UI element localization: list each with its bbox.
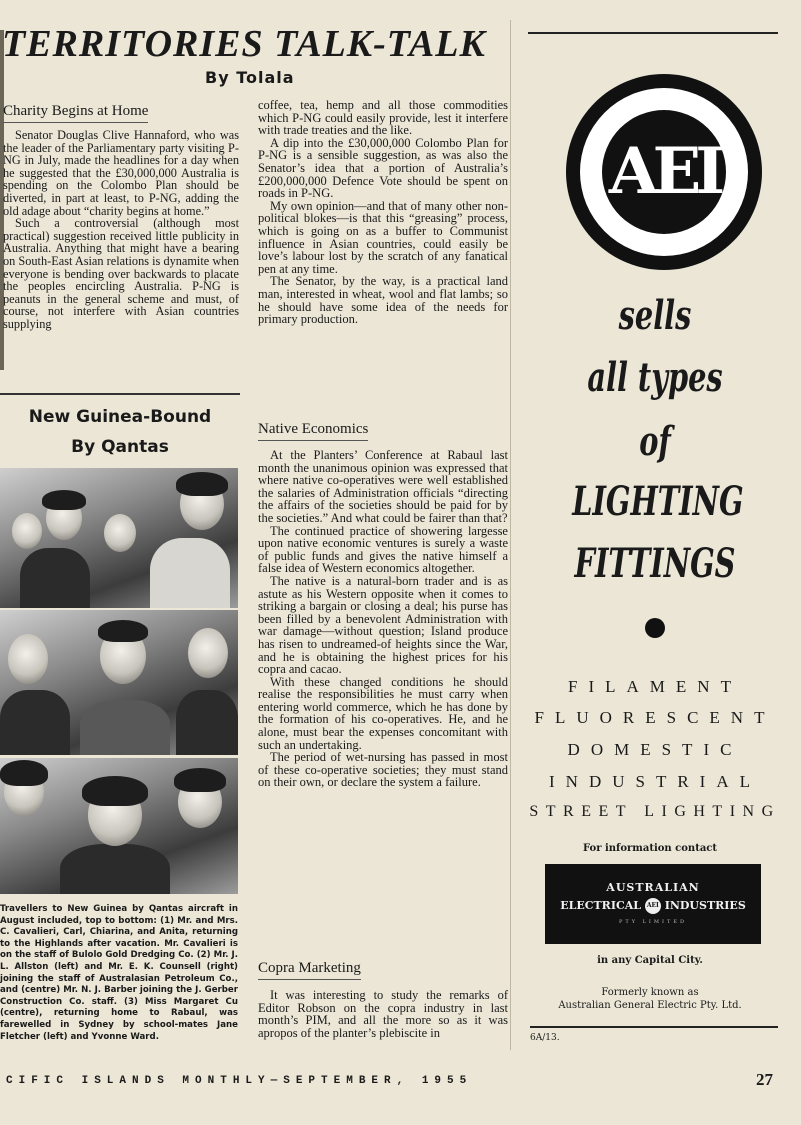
ad-line-sells: sells <box>618 292 692 339</box>
ad-list-fluorescent: FLUORESCENT <box>534 708 776 727</box>
native-paragraph-1: At the Planters’ Conference at Rabaul last month the unanimous opinion was expressed that where native co-operatives were well established the salaries of Administration officials “directing the affairs of the societies should be paid for by the societies.” And what could be fairer than that? <box>258 448 508 525</box>
native-paragraph-2: The continued practice of showering largesse upon native economic ventures is surely a waste of public funds and gives the native himself a false idea of Western economics altogether. <box>258 523 508 576</box>
title-rule <box>528 32 778 34</box>
ad-city: in any Capital City. <box>597 955 703 966</box>
section-rule <box>0 393 240 395</box>
charity-continued-2: A dip into the £30,000,000 Colombo Plan for P-NG is a sensible suggestion, as was also the Senator’s idea that a portion of Australia’s £200,000,000 Defence Vote should be spent on roads in P-NG. <box>258 135 508 201</box>
charity-paragraph-1: Senator Douglas Clive Hannaford, who was the leader of the Parliamentary party visiting P-NG in July, made the headlines for a day when he suggested that the £30,000,000 Australia is spending on the Colombo Plan should be diverted, in part at least, to P-NG, adding the old adage about “charity begins at home.” <box>3 128 239 218</box>
native-paragraph-3: The native is a natural-born trader and is as astute as his Western opposite when it comes to striking a bargain or closing a deal; his purse has been filled by a benevolent Administration with war damage—without question; Island produce has risen to undreamed-of heights since the War, and he is obtaining the highest prices for his copra and cacao. <box>258 573 508 677</box>
company-line-1: AUSTRALIAN <box>606 881 700 894</box>
page-number: 27 <box>756 1070 773 1089</box>
ad-line-of: of <box>639 418 671 465</box>
ad-formerly-2: Australian General Electric Pty. Ltd. <box>558 1000 742 1011</box>
ad-line-fittings: FITTINGS <box>574 540 736 587</box>
qantas-title-line2: By Qantas <box>71 437 169 457</box>
ad-list-industrial: INDUSTRIAL <box>549 772 761 791</box>
ad-line-all-types: all types <box>587 354 723 401</box>
ad-list-domestic: DOMESTIC <box>567 740 743 759</box>
aei-logo-text: AEI <box>602 110 726 234</box>
charity-continued-3: My own opinion—and that of many other non-political blokes—is that this “greasing” process, which is going on as a buffer to Communist influence in Asian countries, could easily be love’s labour lost by the scratch of any fanatical pen at any time. <box>258 198 508 276</box>
page-title: TERRITORIES TALK-TALK <box>2 23 486 65</box>
ad-code: 6A/13. <box>530 1033 560 1043</box>
ad-line-lighting: LIGHTING <box>572 478 744 525</box>
company-line-2: ELECTRICAL AEI INDUSTRIES <box>560 899 746 912</box>
native-section <box>258 418 508 789</box>
ad-formerly-1: Formerly known as <box>601 987 699 998</box>
charity-continued-4: The Senator, by the way, is a practical land man, interested in wheat, wool and flat lambs; so he should have some idea of the needs for primary production. <box>258 274 508 327</box>
copra-heading: Copra Marketing <box>258 960 361 980</box>
photo-caption: Travellers to New Guinea by Qantas aircraft in August included, top to bottom: (1) Mr. and Mrs. C. Cavalieri, Carl, Chiarina, and Anita, returning to the Highlands after vacation. Mr. Cavalieri is on the staff of Bulolo Gold Dredging Co. (2) Mr. J. L. Allston (left) and Mr. E. K. Counsell (right) joining the staff of Australasian Petroleum Co., and (centre) Mr. N. J. Barber joining the J. Gerber Construction Co. staff. (3) Miss Margaret Cu (centre), returning home to Rabaul, was farewelled in Sydney by school-mates Jane Fletcher (left) and Yvonne Ward. <box>0 904 238 1042</box>
photo-cavalieri-family <box>0 468 238 608</box>
native-paragraph-4: With these changed conditions he should realise the responsibilities he must carry when entering world commerce, which he has done by the formation of his co-operatives. He, and he alone, must bear the expenses concomitant with such an undertaking. <box>258 674 508 752</box>
bullet-icon <box>645 618 665 638</box>
company-box <box>545 864 761 944</box>
ad-bottom-rule <box>530 1026 778 1028</box>
charity-section <box>3 100 239 331</box>
ad-list-filament: FILAMENT <box>568 677 742 696</box>
photo-allston-barber-counsell <box>0 610 238 755</box>
copra-section <box>258 957 508 1039</box>
page-footer: CIFIC ISLANDS MONTHLY—SEPTEMBER, 1955 <box>6 1075 473 1087</box>
aei-emblem-icon: AEI <box>645 898 661 914</box>
qantas-title-line1: New Guinea-Bound <box>28 407 212 427</box>
photo-cu-fletcher-ward <box>0 758 238 894</box>
ad-contact: For information contact <box>582 843 718 854</box>
native-heading: Native Economics <box>258 421 368 441</box>
company-line-3: PTY LIMITED <box>619 919 687 925</box>
charity-continued-1: coffee, tea, hemp and all those commodities which P-NG could easily provide, lest it interfere with trade treaties and the like. <box>258 98 508 138</box>
native-paragraph-5: The period of wet-nursing has passed in most of these co-operative societies; they must stand on their own, or declare the system a failure. <box>258 750 508 790</box>
charity-paragraph-2: Such a controversial (although most practical) suggestion received little publicity in Australia. Anything that might have a bearing on South-East Asian relations is dynamite when everyone is bending over backwards to placate the peoples encircling Australia. P-NG is peanuts in the general scheme and must, of course, not interfere with Asian countries supplying <box>3 216 239 331</box>
byline: By Tolala <box>205 68 295 87</box>
charity-heading: Charity Begins at Home <box>3 103 148 123</box>
ad-list-street-lighting: STREET LIGHTING <box>529 803 781 820</box>
aei-logo <box>566 74 762 270</box>
copra-paragraph-1: It was interesting to study the remarks of Editor Robson on the copra industry in last month’s PIM, and all the more so as it was apropos of the planter’s plebiscite in <box>258 988 508 1040</box>
column-divider <box>510 20 511 1050</box>
charity-continued <box>258 99 508 326</box>
